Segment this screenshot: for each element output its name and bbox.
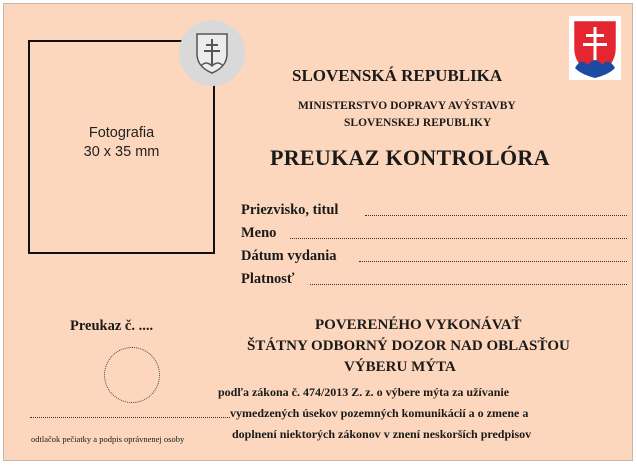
field-line-issue-date <box>359 261 627 262</box>
field-label-surname: Priezvisko, titul <box>241 202 339 218</box>
field-line-name <box>290 238 627 239</box>
document-title: PREUKAZ KONTROLÓRA <box>270 145 550 170</box>
legal-basis-line2: vymedzených úsekov pozemných komunikácií a o zmene a <box>230 406 529 420</box>
authorization-line2: ŠTÁTNY ODBORNÝ DOZOR NAD OBLASŤOU <box>247 338 570 354</box>
stamp-placeholder <box>104 347 160 403</box>
field-label-issue-date: Dátum vydania <box>241 248 337 264</box>
photo-caption-label: Fotografia <box>88 125 155 141</box>
legal-basis-line3: doplnení niektorých zákonov v znení neskorších predpisov <box>232 427 532 441</box>
photo-caption-size: 30 x 35 mm <box>83 144 160 160</box>
field-label-name: Meno <box>241 225 277 241</box>
ministry-name-line2: SLOVENSKEJ REPUBLIKY <box>344 117 492 129</box>
field-line-validity <box>310 284 627 285</box>
slovak-coat-of-arms-icon <box>569 16 621 80</box>
ministry-name-line1: MINISTERSTVO DOPRAVY AVÝSTAVBY <box>298 100 516 112</box>
field-line-surname <box>365 215 627 216</box>
legal-basis-line1: podľa zákona č. 474/2013 Z. z. o výbere mýta za užívanie <box>218 385 510 399</box>
republic-name: SLOVENSKÁ REPUBLIKA <box>292 66 503 85</box>
signature-line <box>30 417 230 418</box>
signature-caption: odtlačok pečiatky a podpis oprávnenej osoby <box>31 434 185 444</box>
state-seal-icon <box>179 20 245 86</box>
card-number-label: Preukaz č. .... <box>70 318 154 334</box>
field-label-validity: Platnosť <box>241 271 295 287</box>
inspector-id-card <box>3 3 633 461</box>
authorization-line3: VÝBERU MÝTA <box>344 359 456 375</box>
authorization-line1: POVERENÉHO VYKONÁVAŤ <box>315 317 522 333</box>
photo-caption <box>30 124 213 162</box>
